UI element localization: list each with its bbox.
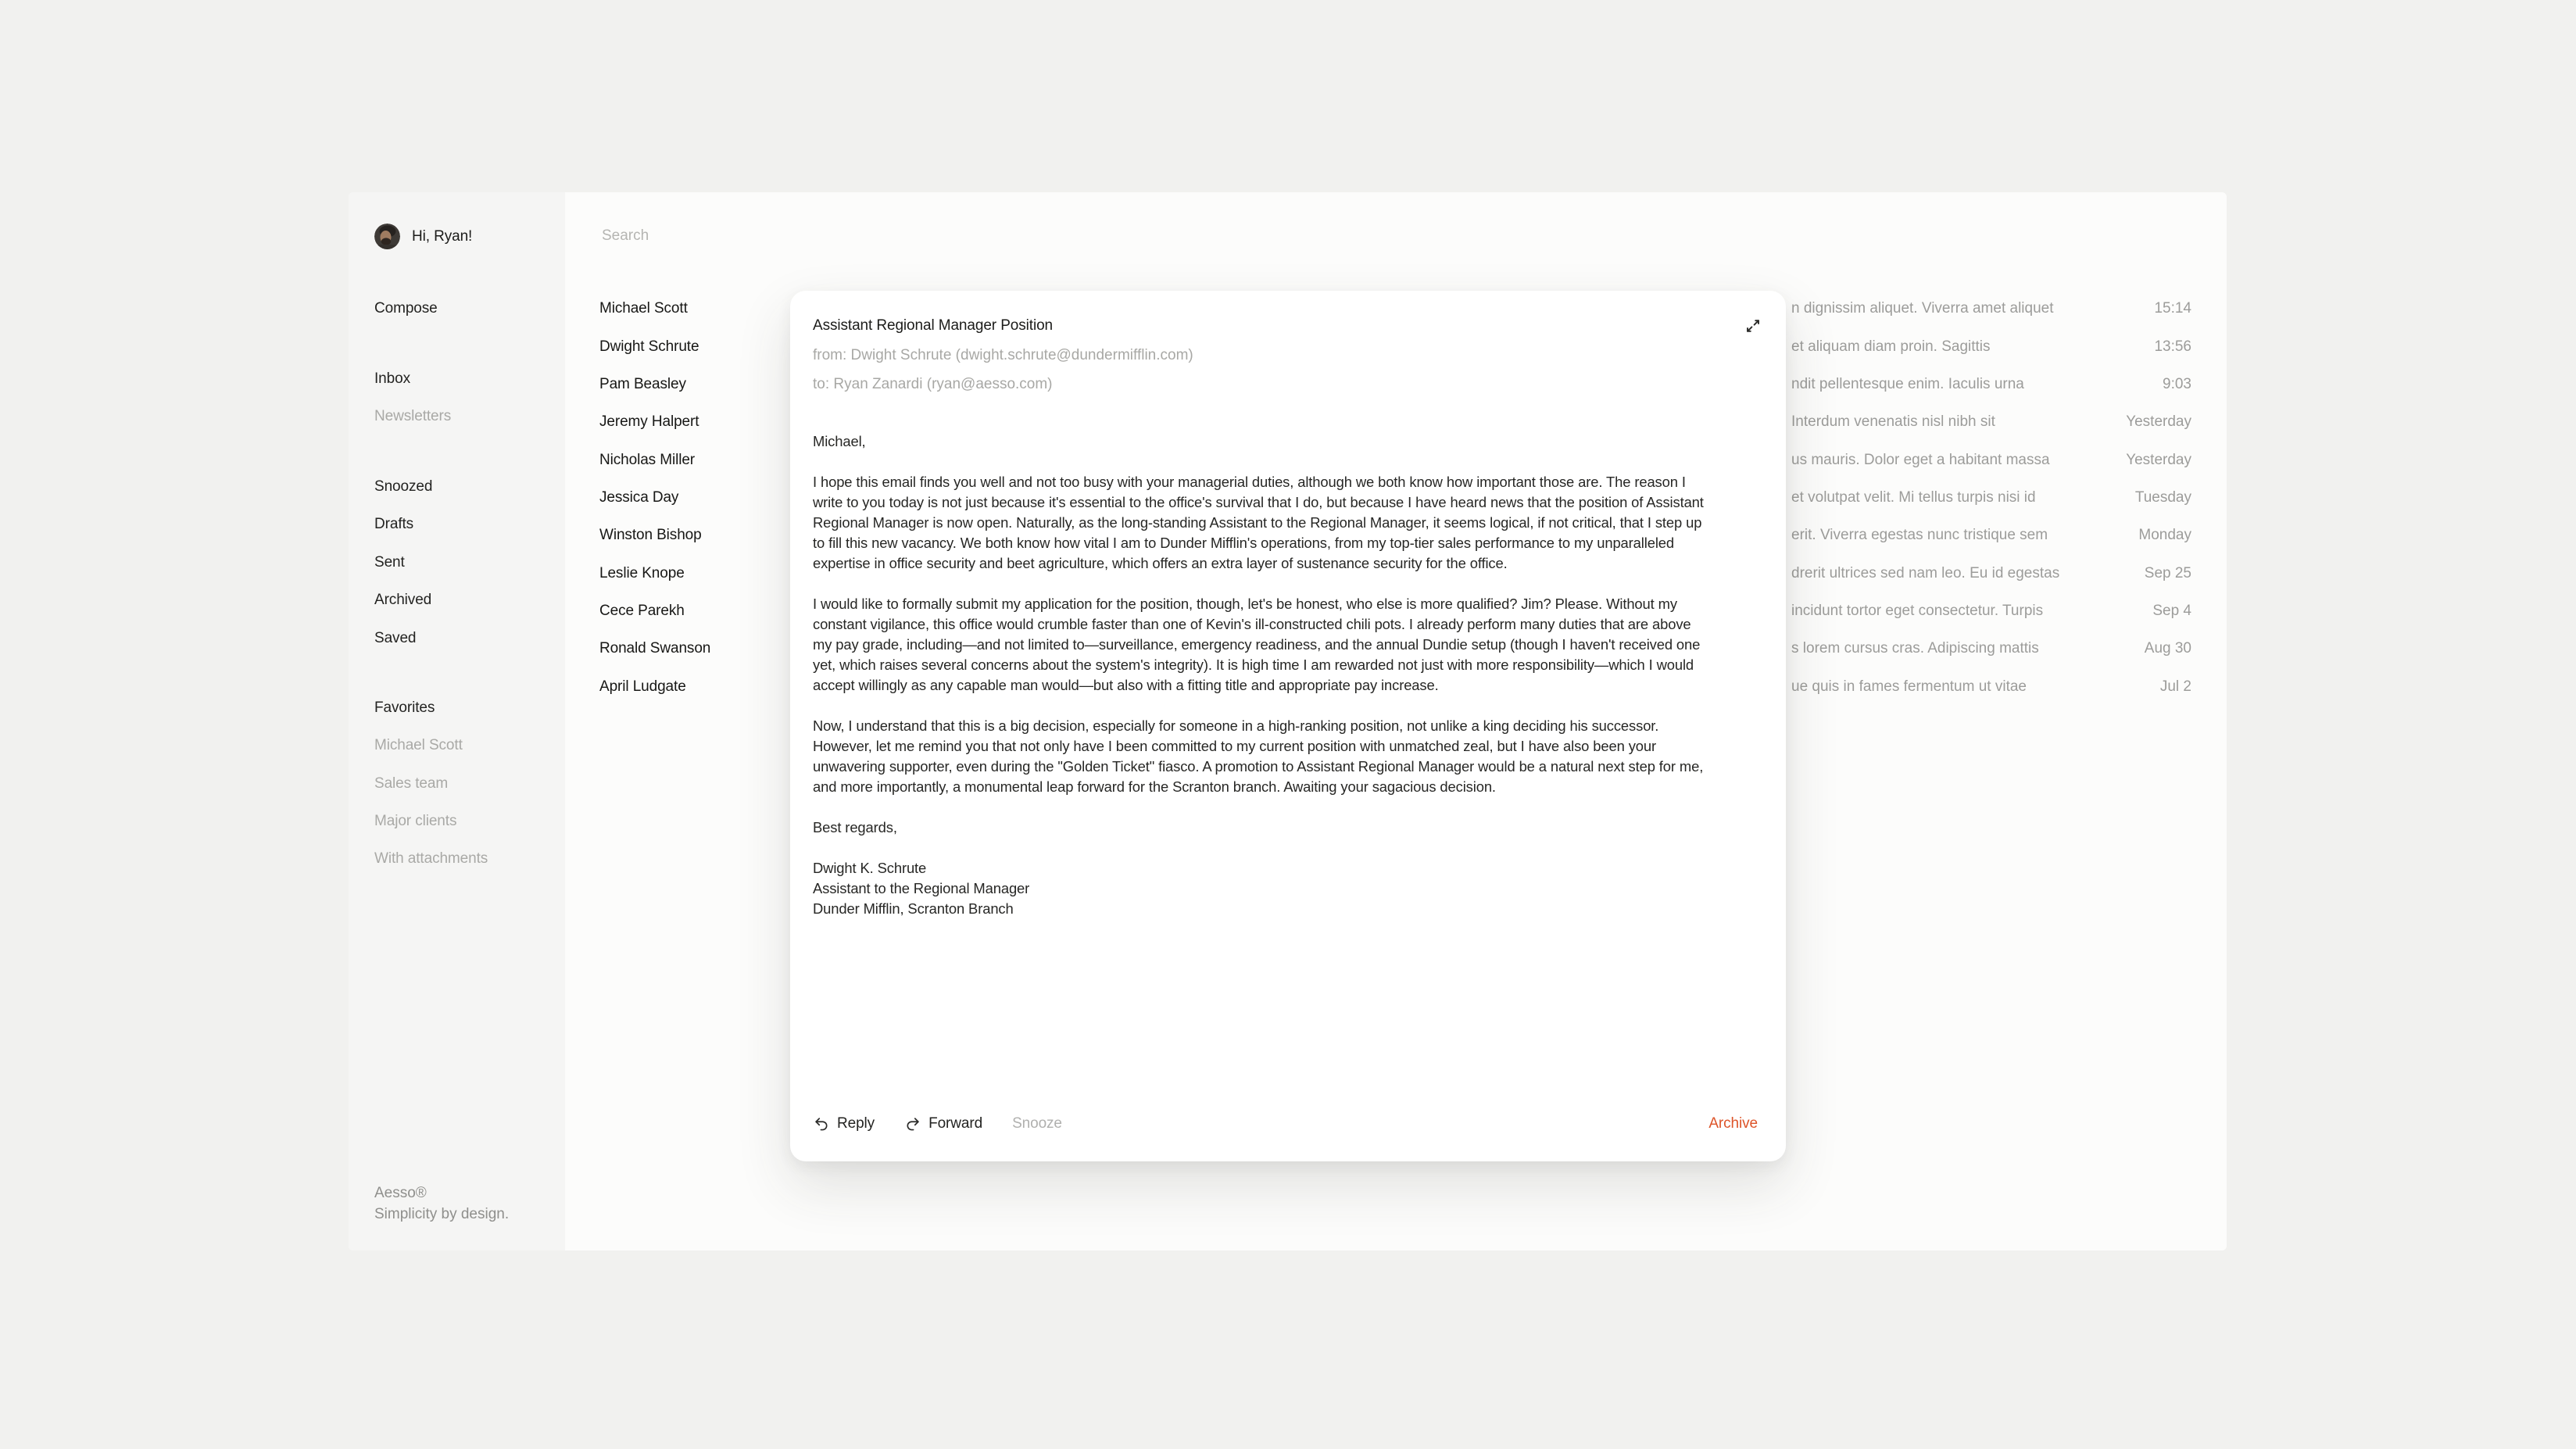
- email-list-item[interactable]: [1791, 479, 2191, 517]
- greeting-text: Hi, Ryan!: [412, 227, 473, 245]
- email-time: Monday: [2138, 527, 2191, 544]
- email-snippet: et aliquam diam proin. Sagittis: [1791, 338, 1991, 355]
- sidebar-item-archived[interactable]: Archived: [374, 592, 432, 608]
- contact-item[interactable]: April Ludgate: [599, 678, 686, 695]
- email-paragraph: Now, I understand that this is a big decision, especially for someone in a high-ranking position, not unlike a king deciding his successor. However, let me remind you that not only have I been committed to my current position with unmatched zeal, but I have also been your unwavering supporter, even during the "Golden Ticket" fiasco. A promotion to Assistant Regional Manager would be a natural next step for me, and more importantly, a monumental leap forward for the Scranton branch. Awaiting your sagacious decision.: [813, 717, 1704, 795]
- email-subject: Assistant Regional Manager Position: [813, 317, 1054, 334]
- reply-button[interactable]: [813, 1115, 875, 1132]
- contact-item[interactable]: Leslie Knope: [599, 564, 685, 581]
- archive-button[interactable]: Archive: [1708, 1115, 1758, 1132]
- email-time: Yesterday: [2126, 451, 2191, 468]
- email-actions-left: [813, 1115, 1062, 1132]
- sidebar-item-compose[interactable]: Compose: [374, 300, 438, 317]
- user-greeting-row: [374, 224, 472, 249]
- forward-icon: [904, 1115, 921, 1132]
- email-snippet: s lorem cursus cras. Adipiscing mattis: [1791, 640, 2039, 657]
- email-snippet: et volutpat velit. Mi tellus turpis nisi id: [1791, 488, 2036, 506]
- contact-item[interactable]: Pam Beasley: [599, 375, 686, 392]
- email-time: Tuesday: [2134, 488, 2191, 506]
- email-paragraph: I would like to formally submit my application for the position, though, let's be honest, who else is more qualified? Jim? Please. Without my constant vigilance, this office would crumble faster than one of Kevin's ill-constructed chili pots. I already perform many duties that are above my pay grade, including—and not limited to—surveillance, emergency readiness, and the annual Dundie setup (though I haven't received one yet, which raises several concerns about the system's integrity). It is high time I am rewarded not just with more responsibility—which I would accept willingly as any capable man would—but also with a fitting title and appropriate pay increase.: [813, 596, 1701, 693]
- expand-icon[interactable]: [1743, 316, 1763, 336]
- reply-label: Reply: [837, 1115, 875, 1132]
- email-time: 9:03: [2163, 375, 2191, 392]
- forward-label: Forward: [928, 1115, 983, 1132]
- email-paragraph: I hope this email finds you well and not too busy with your managerial duties, although we both know how important those are. The reason I write to you today is not just because it's essential to the office's survival that I do, but because I have heard news that the position of Assistant Regional Manager is now open. Naturally, as the long-standing Assistant to the Regional Manager, it seems logical, if not critical, that I step up to fill this new vacancy. We both know how vital I am to Dunder Mifflin's operations, from my top-tier sales performance to my unparalleled expertise in office security and beet agriculture, which offers an extra layer of sustenance security for the office.: [813, 474, 1704, 571]
- contact-item[interactable]: Nicholas Miller: [599, 451, 696, 468]
- reply-icon: [813, 1115, 830, 1132]
- email-snippet: Interdum venenatis nisl nibh sit: [1791, 413, 1995, 431]
- email-snippet: ue quis in fames fermentum ut vitae: [1791, 678, 2027, 695]
- avatar[interactable]: [374, 224, 400, 249]
- sidebar-item-newsletters[interactable]: Newsletters: [374, 408, 452, 424]
- sidebar-item-saved[interactable]: Saved: [374, 630, 417, 646]
- contact-item[interactable]: Jessica Day: [599, 488, 679, 506]
- sidebar-item-favorite-with-attachments[interactable]: With attachments: [374, 850, 488, 867]
- contact-item[interactable]: Jeremy Halpert: [599, 413, 699, 431]
- mail-app-window: [349, 192, 2227, 1250]
- email-snippet: ndit pellentesque enim. Iaculis urna: [1791, 375, 2024, 392]
- app-brand-footer: [374, 1183, 509, 1225]
- signature-title: Assistant to the Regional Manager: [813, 880, 1030, 896]
- contact-item[interactable]: Dwight Schrute: [599, 338, 699, 355]
- signature-company: Dunder Mifflin, Scranton Branch: [813, 900, 1014, 917]
- email-closing: Best regards,: [813, 819, 897, 835]
- email-time: Sep 25: [2144, 564, 2191, 581]
- email-snippet: us mauris. Dolor eget a habitant massa: [1791, 451, 2050, 468]
- contact-item[interactable]: Cece Parekh: [599, 603, 685, 620]
- contact-item[interactable]: Michael Scott: [599, 300, 688, 317]
- email-snippet: drerit ultrices sed nam leo. Eu id egestas: [1791, 564, 2060, 581]
- snooze-button[interactable]: Snooze: [1012, 1115, 1062, 1132]
- email-time: 13:56: [2154, 338, 2191, 355]
- email-list-item[interactable]: [1791, 290, 2191, 327]
- sidebar-item-favorite-michael-scott[interactable]: Michael Scott: [374, 737, 463, 753]
- email-list-item[interactable]: [1791, 403, 2191, 441]
- email-list-item[interactable]: [1791, 441, 2191, 478]
- sidebar-item-drafts[interactable]: Drafts: [374, 516, 414, 532]
- email-action-bar: [813, 1114, 1758, 1134]
- email-time: Sep 4: [2152, 603, 2191, 620]
- search-input[interactable]: [602, 224, 1086, 248]
- contact-item[interactable]: Ronald Swanson: [599, 640, 711, 657]
- sidebar: [349, 192, 565, 1250]
- contact-list: [599, 290, 710, 706]
- email-list-item[interactable]: [1791, 555, 2191, 592]
- email-time: Jul 2: [2159, 678, 2191, 695]
- email-list-item[interactable]: [1791, 668, 2191, 706]
- email-snippet: erit. Viverra egestas nunc tristique sem: [1791, 527, 2048, 544]
- sidebar-item-favorite-sales-team[interactable]: Sales team: [374, 775, 449, 792]
- sidebar-item-favorite-major-clients[interactable]: Major clients: [374, 813, 457, 829]
- email-list-item[interactable]: [1791, 327, 2191, 365]
- email-list-item[interactable]: [1791, 630, 2191, 667]
- favorites-section-header: Favorites: [374, 699, 435, 716]
- email-salutation: Michael,: [813, 433, 866, 449]
- sidebar-item-inbox[interactable]: Inbox: [374, 370, 410, 387]
- email-snippet: incidunt tortor eget consectetur. Turpis: [1791, 603, 2044, 620]
- email-time: Aug 30: [2144, 640, 2191, 657]
- signature-name: Dwight K. Schrute: [813, 860, 927, 876]
- email-to-line: to: Ryan Zanardi (ryan@aesso.com): [813, 376, 1053, 392]
- email-list-item[interactable]: [1791, 366, 2191, 403]
- email-reader-modal: [790, 291, 1786, 1161]
- contact-item[interactable]: Winston Bishop: [599, 527, 702, 544]
- email-snippet: n dignissim aliquet. Viverra amet aliquet: [1791, 300, 2054, 317]
- brand-name: Aesso®: [374, 1185, 427, 1201]
- brand-tagline: Simplicity by design.: [374, 1205, 510, 1222]
- email-from-line: from: Dwight Schrute (dwight.schrute@dundermifflin.com): [813, 347, 1193, 363]
- sidebar-item-snoozed[interactable]: Snoozed: [374, 478, 433, 495]
- email-list-item[interactable]: [1791, 517, 2191, 554]
- email-time: Yesterday: [2126, 413, 2191, 431]
- email-time: 15:14: [2154, 300, 2191, 317]
- email-list-item[interactable]: [1791, 592, 2191, 630]
- email-body: [813, 431, 1705, 919]
- sidebar-item-sent[interactable]: Sent: [374, 554, 405, 571]
- email-preview-list: [1791, 290, 2191, 706]
- forward-button[interactable]: [904, 1115, 982, 1132]
